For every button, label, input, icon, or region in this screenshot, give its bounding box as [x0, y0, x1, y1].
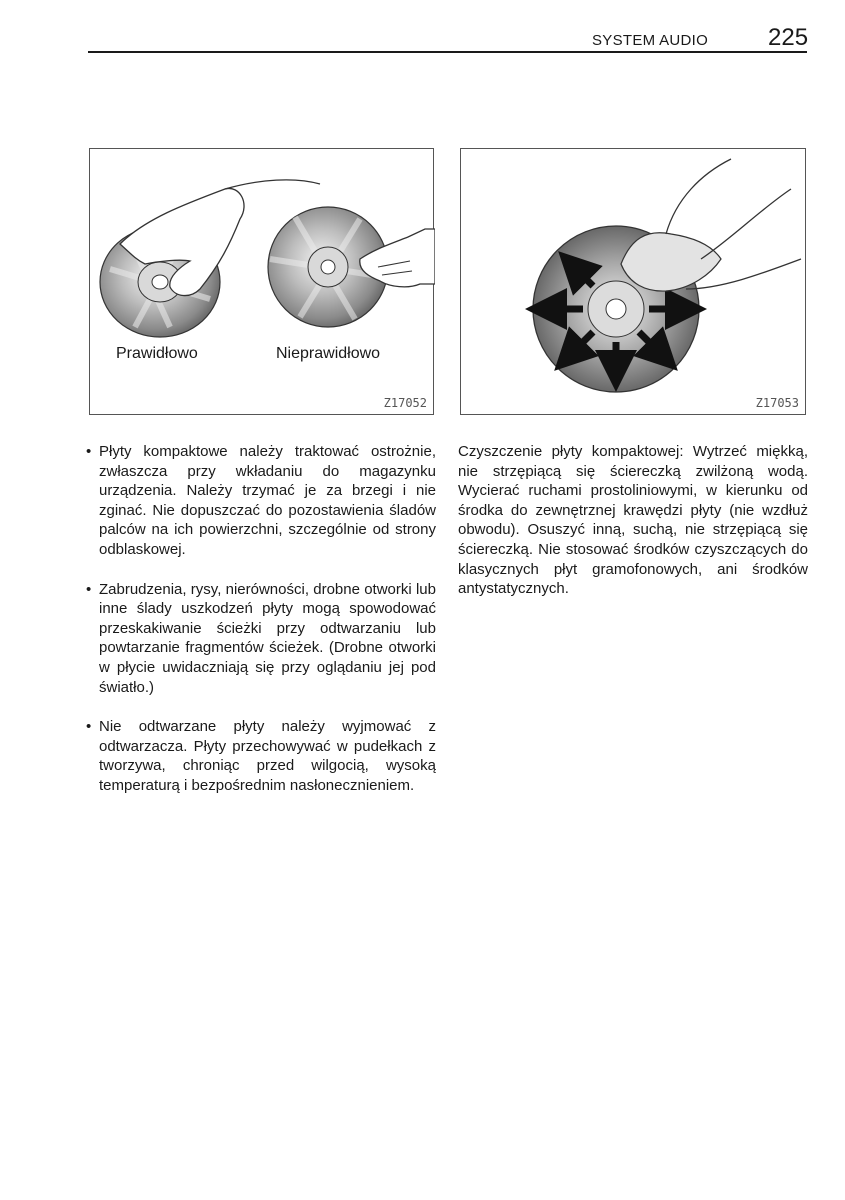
disc-handling-figure: [89, 148, 434, 415]
page-number: 225: [768, 24, 809, 51]
right-column: [458, 442, 808, 599]
header-rule: [88, 51, 807, 53]
cloth-hand-icon: [621, 233, 721, 291]
bullet-storage: • Nie odtwarzane płyty należy wyjmować z odtwarzacza. Płyty przechowywać w pudełkach z tworzywa, chroniąc przed wilgocią, wysoką temperaturą i bezpośrednim nasłonecznieniem.: [86, 717, 436, 795]
disc-handling-illustration: [90, 149, 435, 416]
left-column: [86, 442, 436, 816]
bullet-damage: • Zabrudzenia, rysy, nierówności, drobne otworki lub inne ślady uszkodzeń płyty mogą spowodować przeskakiwanie ścieżki przy odtwarzaniu lub powtarzanie fragmentów ścieżek. (Drobne otworki w płycie uwidaczniają się przy oglądaniu jej pod światło.): [86, 580, 436, 698]
caption-correct: Prawidłowo: [116, 345, 198, 362]
figure-code: Z17053: [755, 396, 799, 410]
disc-cleaning-illustration: [461, 149, 807, 416]
figure-code: Z17052: [383, 396, 427, 410]
bullet-handling: • Płyty kompaktowe należy traktować ostrożnie, zwłaszcza przy wkładaniu do magazynku urządzenia. Należy trzymać je za brzegi i nie zginać. Nie dopuszczać do pozostawienia śladów palców na ich powierzchni, szczególnie od strony odblaskowej.: [86, 442, 436, 560]
cleaning-paragraph: Czyszczenie płyty kompaktowej: Wytrzeć miękką, nie strzępiącą się ściereczką zwilżoną wodą. Wycierać ruchami prostoliniowymi, w kierunku od środka do zewnętrznej krawędzi płyty (nie wzdłuż obwodu). Osuszyć inną, suchą, nie strzępiącą się ściereczką. Nie stosować środków czyszczących do klasycznych płyt gramofonowych, ani środków antystatycznych.: [458, 443, 808, 598]
section-title: SYSTEM AUDIO: [592, 32, 709, 49]
caption-incorrect: Nieprawidłowo: [276, 345, 381, 362]
disc-cleaning-figure: [460, 148, 806, 415]
